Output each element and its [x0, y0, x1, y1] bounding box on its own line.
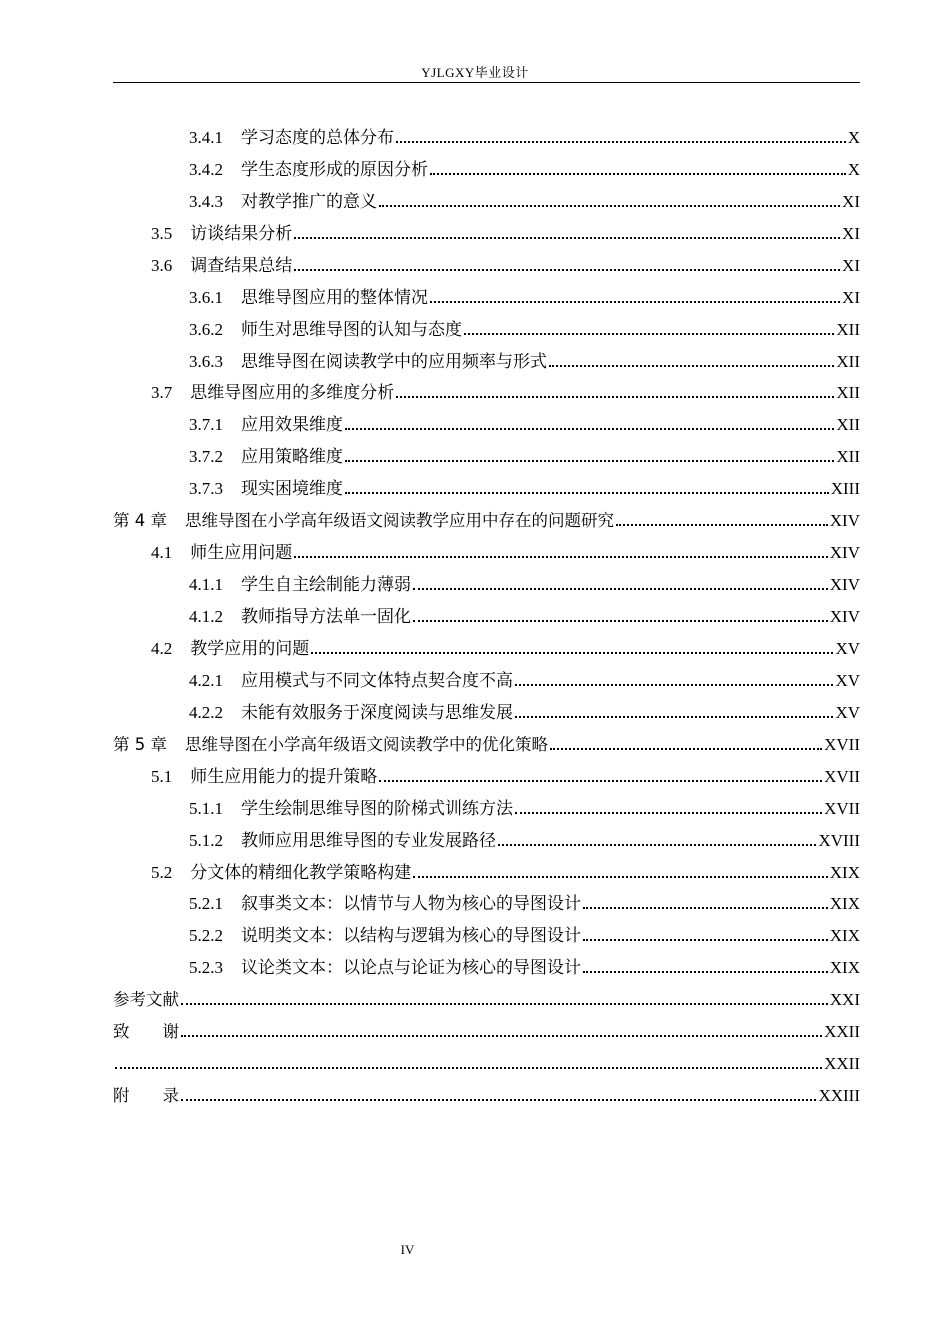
toc-entry-number: 3.6.2	[189, 319, 223, 339]
toc-entry-number: 4.1.1	[189, 575, 223, 595]
toc-entry[interactable]	[113, 148, 860, 180]
toc-entry-title	[151, 634, 309, 659]
dot-leader	[583, 907, 828, 909]
toc-entry-page: XIX	[829, 862, 860, 882]
toc-entry-page: XI	[842, 223, 860, 243]
toc-entry-number: 3.4.2	[189, 159, 223, 179]
toc-entry-number: 5.1	[151, 766, 173, 786]
toc-entry-title	[113, 507, 614, 531]
dot-leader	[294, 269, 840, 271]
toc-entry-text: 思维导图在小学高年级语文阅读教学中的优化策略	[185, 734, 548, 754]
toc-entry-number: 3.6.3	[189, 351, 223, 371]
dot-leader	[345, 492, 829, 494]
toc-entry-page: XI	[842, 191, 860, 211]
toc-entry-page: XI	[842, 255, 860, 275]
toc-entry[interactable]	[113, 787, 860, 819]
toc-entry-number: 5.2.2	[189, 926, 223, 946]
toc-entry-title	[189, 474, 343, 499]
toc-entry-number: 5.2	[151, 862, 173, 882]
toc-entry-page: XII	[836, 383, 860, 403]
dot-leader	[616, 524, 828, 526]
toc-entry-title	[189, 442, 343, 467]
toc-entry-text: 访谈结果分析	[190, 223, 293, 244]
toc-entry-page: XV	[835, 638, 860, 658]
toc-entry-page: XI	[842, 287, 860, 307]
toc-entry-text: 师生应用能力的提升策略	[190, 766, 378, 787]
toc-entry-title	[189, 283, 428, 308]
toc-entry-title	[189, 315, 462, 340]
toc-entry[interactable]	[113, 883, 860, 915]
toc-entry-text: 师生应用问题	[190, 543, 293, 564]
page-number: IV	[400, 1242, 415, 1257]
toc-entry-number: 第 4 章	[113, 511, 167, 531]
toc-entry-text: 学生态度形成的原因分析	[241, 159, 428, 180]
toc-entry-text: 教师应用思维导图的专业发展路径	[241, 830, 496, 851]
toc-entry-title	[189, 410, 343, 435]
toc-entry-page: X	[847, 127, 860, 147]
toc-entry-number: 3.7	[151, 383, 173, 403]
toc-entry-title	[189, 889, 581, 914]
dot-leader	[515, 716, 833, 718]
dot-leader	[464, 333, 834, 335]
toc-entry-text: 议论类文本：以论点与论证为核心的导图设计	[241, 958, 581, 979]
toc-entry[interactable]	[113, 851, 860, 883]
toc-entry-text: 应用效果维度	[241, 415, 343, 436]
toc-entry[interactable]	[113, 595, 860, 627]
toc-entry[interactable]	[113, 723, 860, 755]
toc-entry[interactable]	[113, 1010, 860, 1042]
toc-entry-title	[189, 347, 547, 372]
toc-entry-title	[151, 219, 292, 244]
toc-entry-number: 3.7.2	[189, 447, 223, 467]
toc-entry-number: 4.1	[151, 543, 173, 563]
toc-entry[interactable]	[113, 978, 860, 1010]
toc-entry-text: 教师指导方法单一固化	[241, 607, 411, 627]
toc-entry-page: XXIII	[818, 1086, 860, 1106]
toc-entry-text: 调查结果总结	[190, 255, 293, 276]
toc-entry-page: XXI	[829, 990, 860, 1010]
dot-leader	[181, 1099, 816, 1101]
toc-entry-page: XXII	[824, 1022, 860, 1042]
dot-leader	[379, 205, 840, 207]
toc-entry[interactable]	[113, 659, 860, 691]
toc-entry-number: 3.5	[151, 223, 173, 243]
toc-entry-title	[113, 986, 179, 1010]
dot-leader	[549, 365, 834, 367]
toc-entry-title	[189, 187, 377, 212]
toc-entry-text: 教学应用的问题	[190, 638, 310, 659]
toc-entry-text: 附 录	[113, 1086, 179, 1106]
toc-entry[interactable]	[113, 212, 860, 244]
toc-entry-text: 应用模式与不同文体特点契合度不高	[241, 670, 513, 691]
toc-entry-number: 5.1.2	[189, 830, 223, 850]
toc-entry-number: 5.2.3	[189, 958, 223, 978]
dot-leader	[294, 556, 828, 558]
toc-entry-title	[189, 698, 513, 723]
toc-entry-text: 分文体的精细化教学策略构建	[190, 862, 412, 883]
toc-entry-page: XIV	[829, 543, 860, 563]
toc-entry-text: 致 谢	[113, 1022, 179, 1042]
toc-entry[interactable]	[113, 244, 860, 276]
toc-entry-title	[113, 731, 548, 755]
dot-leader	[430, 173, 846, 175]
toc-entry-text: 学习态度的总体分布	[241, 127, 394, 148]
dot-leader	[345, 428, 834, 430]
toc-entry-title	[189, 570, 411, 595]
toc-entry[interactable]	[113, 819, 860, 851]
dot-leader	[430, 301, 840, 303]
toc-entry-title	[189, 921, 581, 946]
toc-entry-text: 对教学推广的意义	[241, 191, 377, 212]
toc-entry-page: XII	[836, 447, 860, 467]
toc-entry-title	[151, 378, 394, 403]
page-header: YJLGXY毕业设计	[421, 65, 529, 80]
toc-entry-text: 学生自主绘制能力薄弱	[241, 575, 411, 596]
table-of-contents	[113, 116, 860, 1106]
toc-entry-title	[151, 538, 292, 563]
toc-entry-text: 学生绘制思维导图的阶梯式训练方法	[241, 798, 513, 819]
toc-entry[interactable]	[113, 276, 860, 308]
toc-entry-page: XV	[835, 702, 860, 722]
toc-entry[interactable]	[113, 531, 860, 563]
toc-entry-page: XVII	[824, 798, 860, 818]
dot-leader	[498, 844, 816, 846]
dot-leader	[515, 684, 833, 686]
toc-entry-title	[151, 762, 377, 787]
toc-entry[interactable]	[113, 627, 860, 659]
toc-entry[interactable]	[113, 563, 860, 595]
toc-entry-title	[189, 666, 513, 691]
toc-entry-title	[151, 858, 411, 883]
dot-leader	[413, 588, 828, 590]
toc-entry-text: 思维导图应用的多维度分析	[190, 383, 395, 404]
toc-entry-page: XII	[836, 351, 860, 371]
toc-entry[interactable]	[113, 435, 860, 467]
dot-leader	[181, 1003, 828, 1005]
toc-entry-number: 3.7.3	[189, 479, 223, 499]
toc-entry-page: XII	[836, 415, 860, 435]
toc-entry-number: 3.4.1	[189, 127, 223, 147]
toc-entry[interactable]	[113, 372, 860, 404]
toc-entry[interactable]	[113, 691, 860, 723]
dot-leader	[515, 812, 822, 814]
toc-entry-number: 3.6.1	[189, 287, 223, 307]
toc-entry[interactable]	[113, 914, 860, 946]
toc-entry-page: XIX	[829, 958, 860, 978]
toc-entry-page: X	[847, 159, 860, 179]
toc-entry-title	[189, 155, 428, 180]
toc-entry-number: 第 5 章	[113, 734, 167, 754]
toc-entry[interactable]	[113, 1042, 860, 1074]
toc-entry[interactable]	[113, 467, 860, 499]
dot-leader	[311, 652, 833, 654]
toc-entry[interactable]	[113, 755, 860, 787]
toc-entry[interactable]	[113, 403, 860, 435]
dot-leader	[583, 971, 828, 973]
toc-entry-text: 师生对思维导图的认知与态度	[241, 319, 462, 340]
toc-entry-number: 5.2.1	[189, 894, 223, 914]
toc-entry-number: 5.1.1	[189, 798, 223, 818]
toc-entry-page: XVII	[824, 766, 860, 786]
toc-entry-number: 4.2.1	[189, 670, 223, 690]
toc-entry-number: 4.2	[151, 638, 173, 658]
dot-leader	[413, 620, 828, 622]
dot-leader	[413, 876, 828, 878]
toc-entry-title	[189, 602, 411, 627]
dot-leader	[181, 1035, 822, 1037]
dot-leader	[396, 396, 834, 398]
header-rule	[113, 82, 860, 83]
toc-entry[interactable]	[113, 308, 860, 340]
dot-leader	[550, 748, 822, 750]
toc-entry-text: 说明类文本：以结构与逻辑为核心的导图设计	[241, 926, 581, 947]
toc-entry-page: XIV	[829, 511, 860, 531]
toc-entry-text: 思维导图在阅读教学中的应用频率与形式	[241, 351, 547, 372]
toc-entry-title	[151, 251, 292, 276]
dot-leader	[345, 460, 834, 462]
toc-entry-page: XIX	[829, 926, 860, 946]
toc-entry-text: 参考文献	[113, 990, 179, 1010]
toc-entry-page: XIX	[829, 894, 860, 914]
toc-entry-page: XII	[836, 319, 860, 339]
toc-entry-title	[189, 953, 581, 978]
toc-entry-text: 叙事类文本：以情节与人物为核心的导图设计	[241, 894, 581, 915]
toc-entry-number: 3.6	[151, 255, 173, 275]
toc-entry-title	[189, 826, 496, 851]
toc-entry-page: XIV	[829, 607, 860, 626]
toc-entry-page: XIII	[830, 479, 860, 499]
toc-entry-title	[113, 1082, 179, 1106]
dot-leader	[115, 1067, 822, 1069]
toc-entry-page: XVIII	[818, 830, 860, 850]
dot-leader	[396, 141, 846, 143]
toc-entry[interactable]	[113, 946, 860, 978]
dot-leader	[294, 237, 840, 239]
toc-entry-number: 4.1.2	[189, 607, 223, 626]
toc-entry[interactable]	[113, 180, 860, 212]
dot-leader	[583, 939, 828, 941]
dot-leader	[379, 780, 822, 782]
toc-entry-number: 3.4.3	[189, 191, 223, 211]
toc-entry-number: 4.2.2	[189, 702, 223, 722]
toc-entry-page: XVII	[824, 734, 860, 754]
toc-entry-page: XXII	[824, 1054, 860, 1074]
toc-entry-title	[113, 1018, 179, 1042]
toc-entry-number: 3.7.1	[189, 415, 223, 435]
toc-entry-text: 应用策略维度	[241, 447, 343, 468]
toc-entry[interactable]	[113, 1074, 860, 1106]
toc-entry-text: 思维导图应用的整体情况	[241, 287, 428, 308]
toc-entry-text: 思维导图在小学高年级语文阅读教学应用中存在的问题研究	[185, 511, 614, 531]
toc-entry[interactable]	[113, 116, 860, 148]
toc-entry-title	[189, 794, 513, 819]
toc-entry-title	[189, 123, 394, 148]
toc-entry-text: 现实困境维度	[241, 479, 343, 500]
toc-entry-text: 未能有效服务于深度阅读与思维发展	[241, 702, 513, 723]
toc-entry-page: XV	[835, 670, 860, 690]
toc-entry[interactable]	[113, 340, 860, 372]
toc-entry-page: XIV	[829, 575, 860, 595]
toc-entry[interactable]	[113, 499, 860, 531]
